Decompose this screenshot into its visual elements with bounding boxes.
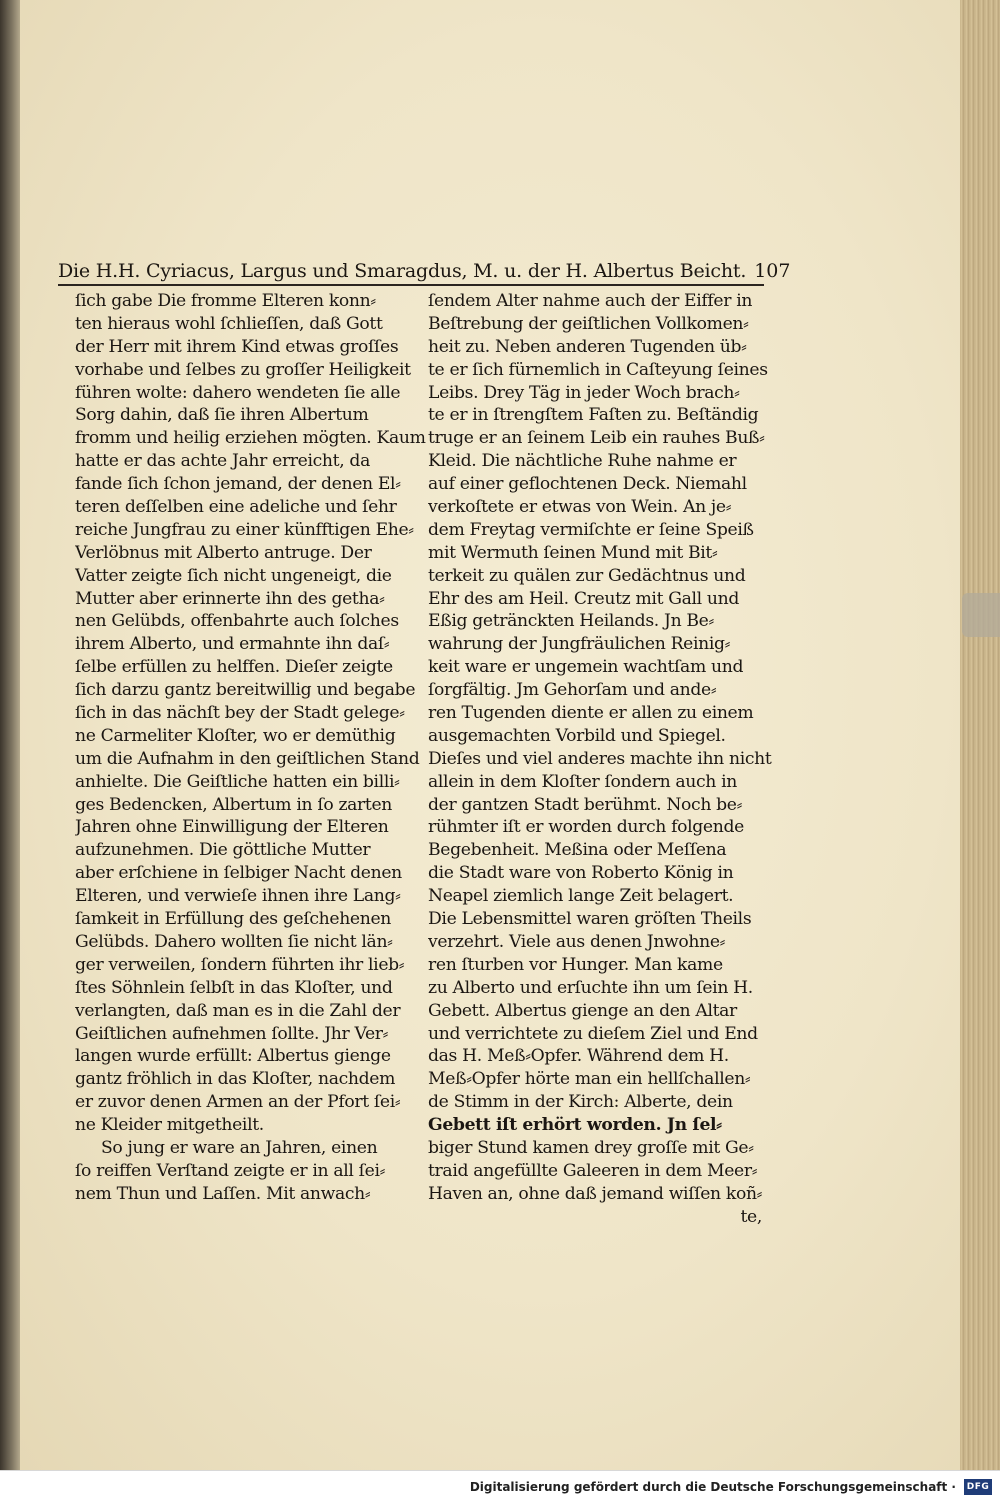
text-line: zu Alberto und erſuchte ihn um ſein H. <box>428 977 753 998</box>
text-line: ſamkeit in Erfüllung des geſchehenen <box>75 909 391 930</box>
text-line: Haven an, ohne daß jemand wiſſen koñ⸗ <box>428 1183 763 1204</box>
text-line: Jahren ohne Einwilligung der Elteren <box>75 817 389 838</box>
text-line: der Herr mit ihrem Kind etwas groſſes <box>75 336 399 357</box>
text-line: biger Stund kamen drey groſſe mit Ge⸗ <box>428 1137 754 1158</box>
text-line: fande ſich ſchon jemand, der denen El⸗ <box>75 474 401 495</box>
text-line: ſorgfältig. Jm Gehorſam und ande⸗ <box>428 680 717 701</box>
text-line: ihrem Alberto, und ermahnte ihn daſ⸗ <box>75 634 390 655</box>
text-line: aufzunehmen. Die göttliche Mutter <box>75 840 371 861</box>
funding-credit: Digitalisierung gefördert durch die Deutsche Forschungsgemeinschaft · <box>469 1480 956 1494</box>
text-line: Die Lebensmittel waren gröſten Theils <box>428 909 752 930</box>
text-line: Sorg dahin, daß ſie ihren Albertum <box>75 405 369 426</box>
text-line: ſo reiffen Verſtand zeigte er in all ſei⸗ <box>75 1160 386 1181</box>
text-line: Ehr des am Heil. Creutz mit Gall und <box>428 588 740 609</box>
text-line: wahrung der Jungfräulichen Reinig⸗ <box>428 634 731 655</box>
text-line: ren Tugenden diente er allen zu einem <box>428 703 754 724</box>
text-line: Gelübds. Dahero wollten ſie nicht län⸗ <box>75 931 393 952</box>
page-edges <box>960 0 1000 1470</box>
text-line: ausgemachten Vorbild und Spiegel. <box>428 725 726 746</box>
text-line: heit zu. Neben anderen Tugenden üb⸗ <box>428 336 747 357</box>
text-column-right <box>428 290 784 1229</box>
text-line: er zuvor denen Armen an der Pfort ſei⸗ <box>75 1092 401 1113</box>
text-line: ten hieraus wohl ſchlieſſen, daß Gott <box>75 313 383 334</box>
text-line: ren ſturben vor Hunger. Man kame <box>428 954 723 975</box>
page-number: 107 <box>754 260 791 282</box>
text-line: die Stadt ware von Roberto König in <box>428 863 734 884</box>
text-line: ges Bedencken, Albertum in ſo zarten <box>75 794 393 815</box>
text-line: hatte er das achte Jahr erreicht, da <box>75 451 370 472</box>
text-line: verzehrt. Viele aus denen Jnwohne⸗ <box>428 931 726 952</box>
text-line: reiche Jungfrau zu einer künfftigen Ehe⸗ <box>75 519 414 540</box>
text-line: Vatter zeigte ſich nicht ungeneigt, die <box>75 565 392 586</box>
text-line: das H. Meß⸗Opfer. Während dem H. <box>428 1046 729 1067</box>
text-line: Gebett iſt erhört worden. Jn ſel⸗ <box>428 1115 722 1136</box>
text-line: Gebett. Albertus gienge an den Altar <box>428 1000 737 1021</box>
text-line: langen wurde erfüllt: Albertus gienge <box>75 1046 391 1067</box>
text-line: te er in ſtrengſtem Faſten zu. Beſtändig <box>428 405 759 426</box>
text-line: fromm und heilig erziehen mögten. Kaum <box>75 428 426 449</box>
text-line: führen wolte: dahero wendeten ſie alle <box>75 382 401 403</box>
text-line: So jung er ware an Jahren, einen <box>101 1137 378 1158</box>
text-line: teren deſſelben eine adeliche und ſehr <box>75 497 397 518</box>
text-line: Leibs. Drey Täg in jeder Woch brach⸗ <box>428 382 740 403</box>
text-line: ne Kleider mitgetheilt. <box>75 1115 264 1136</box>
book-clasp <box>962 593 1000 637</box>
text-line: allein in dem Kloſter ſondern auch in <box>428 771 738 792</box>
text-line: Elteren, und verwieſe ihnen ihre Lang⸗ <box>75 886 401 907</box>
text-line: Beſtrebung der geiſtlichen Vollkomen⸗ <box>428 313 749 334</box>
text-line: ſtes Söhnlein ſelbſt in das Kloſter, und <box>75 977 393 998</box>
text-line: Neapel ziemlich lange Zeit belagert. <box>428 886 734 907</box>
text-line: anhielte. Die Geiſtliche hatten ein billi⸗ <box>75 771 400 792</box>
text-line: ſich darzu gantz bereitwillig und begabe <box>75 680 416 701</box>
text-line: te er ſich fürnemlich in Caſteyung ſeines <box>428 359 768 380</box>
text-line: mit Wermuth ſeinen Mund mit Bit⸗ <box>428 542 718 563</box>
text-column-left <box>75 290 431 1206</box>
text-line: Kleid. Die nächtliche Ruhe nahme er <box>428 451 737 472</box>
text-line: keit ware er ungemein wachtſam und <box>428 657 744 678</box>
text-line: vorhabe und ſelbes zu groſſer Heiligkeit <box>75 359 411 380</box>
page-header <box>58 250 791 282</box>
text-line: traid angefüllte Galeeren in dem Meer⸗ <box>428 1160 758 1181</box>
text-line: nen Gelübds, offenbahrte auch ſolches <box>75 611 399 632</box>
header-rule <box>58 284 764 286</box>
text-line: truge er an ſeinem Leib ein rauhes Buß⸗ <box>428 428 765 449</box>
text-line: ſich gabe Die fromme Elteren konn⸗ <box>75 291 376 311</box>
text-line: dem Freytag vermiſchte er ſeine Speiß <box>428 519 754 540</box>
text-line: ne Carmeliter Kloſter, wo er demüthig <box>75 725 396 746</box>
text-line: nem Thun und Laſſen. Mit anwach⸗ <box>75 1183 371 1204</box>
text-line: Meß⸗Opfer hörte man ein hellſchallen⸗ <box>428 1069 751 1090</box>
text-line: verlangten, daß man es in die Zahl der <box>75 1000 401 1021</box>
footer-bar <box>0 1470 1000 1503</box>
text-line: Eßig getränckten Heilands. Jn Be⸗ <box>428 611 714 632</box>
text-line: ſelbe erfüllen zu helffen. Dieſer zeigte <box>75 657 393 678</box>
text-line: Begebenheit. Meßina oder Meſſena <box>428 840 727 861</box>
text-line: und verrichtete zu dieſem Ziel und End <box>428 1023 758 1044</box>
text-line: um die Aufnahm in den geiſtlichen Stand <box>75 748 420 769</box>
text-line: te, <box>740 1206 762 1227</box>
text-line: der gantzen Stadt berühmt. Noch be⸗ <box>428 794 742 815</box>
text-line: terkeit zu quälen zur Gedächtnus und <box>428 565 746 586</box>
running-title: Die H.H. Cyriacus, Largus und Smaragdus, M. u. der H. Albertus Beicht. <box>58 260 747 282</box>
text-line: Verlöbnus mit Alberto antruge. Der <box>75 542 372 563</box>
text-line: Geiſtlichen aufnehmen ſollte. Jhr Ver⸗ <box>75 1023 389 1044</box>
dfg-logo: DFG <box>964 1479 992 1495</box>
text-line: ger verweilen, ſondern führten ihr lieb⸗ <box>75 954 405 975</box>
text-line: ſendem Alter nahme auch der Eiffer in <box>428 291 753 311</box>
text-line: auf einer geflochtenen Deck. Niemahl <box>428 474 747 495</box>
text-line: ſich in das nächſt bey der Stadt gelege⸗ <box>75 703 405 724</box>
text-line: de Stimm in der Kirch: Alberte, dein <box>428 1092 733 1113</box>
text-line: Mutter aber erinnerte ihn des getha⸗ <box>75 588 385 609</box>
text-line: aber erſchiene in ſelbiger Nacht denen <box>75 863 402 884</box>
text-line: Dieſes und viel anderes machte ihn nicht <box>428 748 772 769</box>
text-line: rühmter iſt er worden durch folgende <box>428 817 744 838</box>
text-line: verkoſtete er etwas von Wein. An je⸗ <box>428 497 732 518</box>
text-line: gantz fröhlich in das Kloſter, nachdem <box>75 1069 396 1090</box>
